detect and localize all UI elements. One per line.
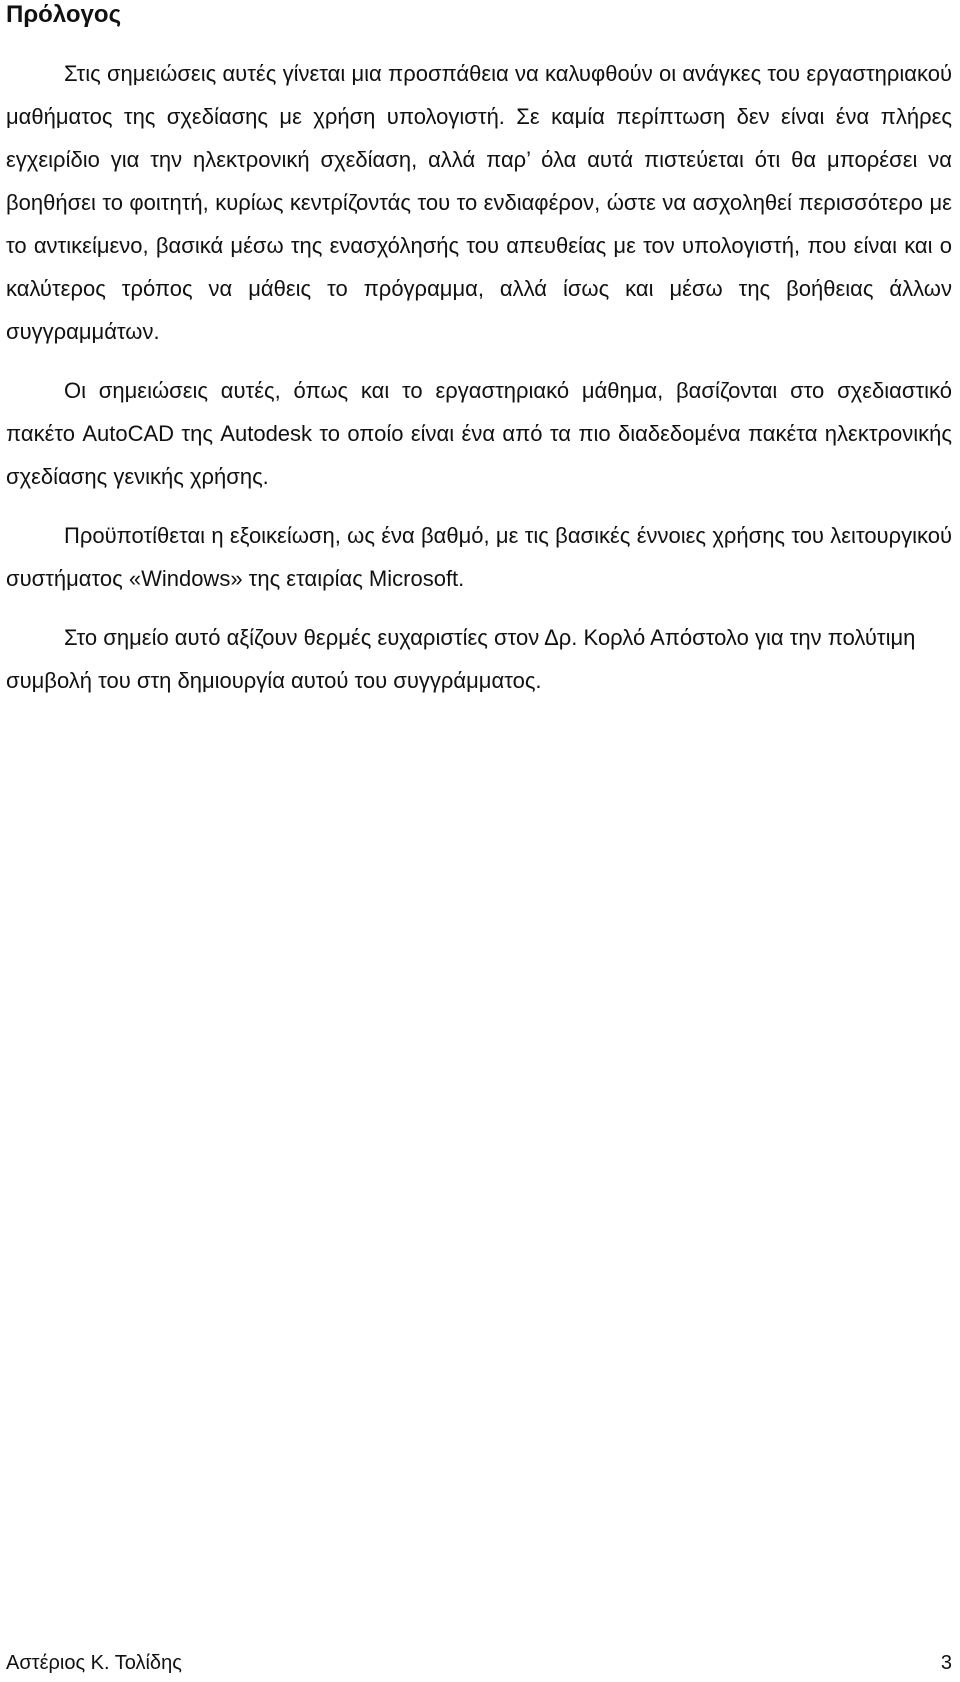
document-page (6, 0, 952, 1682)
page-title: Πρόλογος (6, 1, 122, 28)
footer-author: Αστέριος Κ. Τολίδης (6, 1652, 182, 1674)
paragraph-intro: Στις σημειώσεις αυτές γίνεται μια προσπάθεια να καλυφθούν οι ανάγκες του εργαστηριακού μαθήματος της σχεδίασης με χρήση υπολογιστή. Σε καμία περίπτωση δεν είναι ένα πλήρες εγχειρίδιο για την ηλεκτρονική σχεδίαση, αλλά παρ’ όλα αυτά πιστεύεται ότι θα μπορέσει να βοηθήσει το φοιτητή, κυρίως κεντρίζοντάς του το ενδιαφέρον, ώστε να ασχοληθεί περισσότερο με το αντικείμενο, βασικά μέσω της ενασχόλησής του απευθείας με τον υπολογιστή, που είναι και ο καλύτερος τρόπος να μάθεις το πρόγραμμα, αλλά ίσως και μέσω της βοήθειας άλλων συγγραμμάτων. (6, 61, 952, 344)
body-text (6, 52, 952, 718)
page-number: 3 (940, 1652, 952, 1674)
page-footer (6, 1648, 952, 1678)
paragraph-prerequisites: Προϋποτίθεται η εξοικείωση, ως ένα βαθμό, με τις βασικές έννοιες χρήσης του λειτουργικού συστήματος «Windows» της εταιρίας Microsoft. (6, 523, 952, 591)
paragraph-autocad: Οι σημειώσεις αυτές, όπως και το εργαστηριακό μάθημα, βασίζονται στο σχεδιαστικό πακέτο AutoCAD της Autodesk το οποίο είναι ένα από τα πιο διαδεδομένα πακέτα ηλεκτρονικής σχεδίασης γενικής χρήσης. (6, 378, 952, 489)
paragraph-acknowledgements: Στο σημείο αυτό αξίζουν θερμές ευχαριστίες στον Δρ. Κορλό Απόστολο για την πολύτιμη συμβολή του στη δημιουργία αυτού του συγγράμματος. (6, 625, 916, 693)
